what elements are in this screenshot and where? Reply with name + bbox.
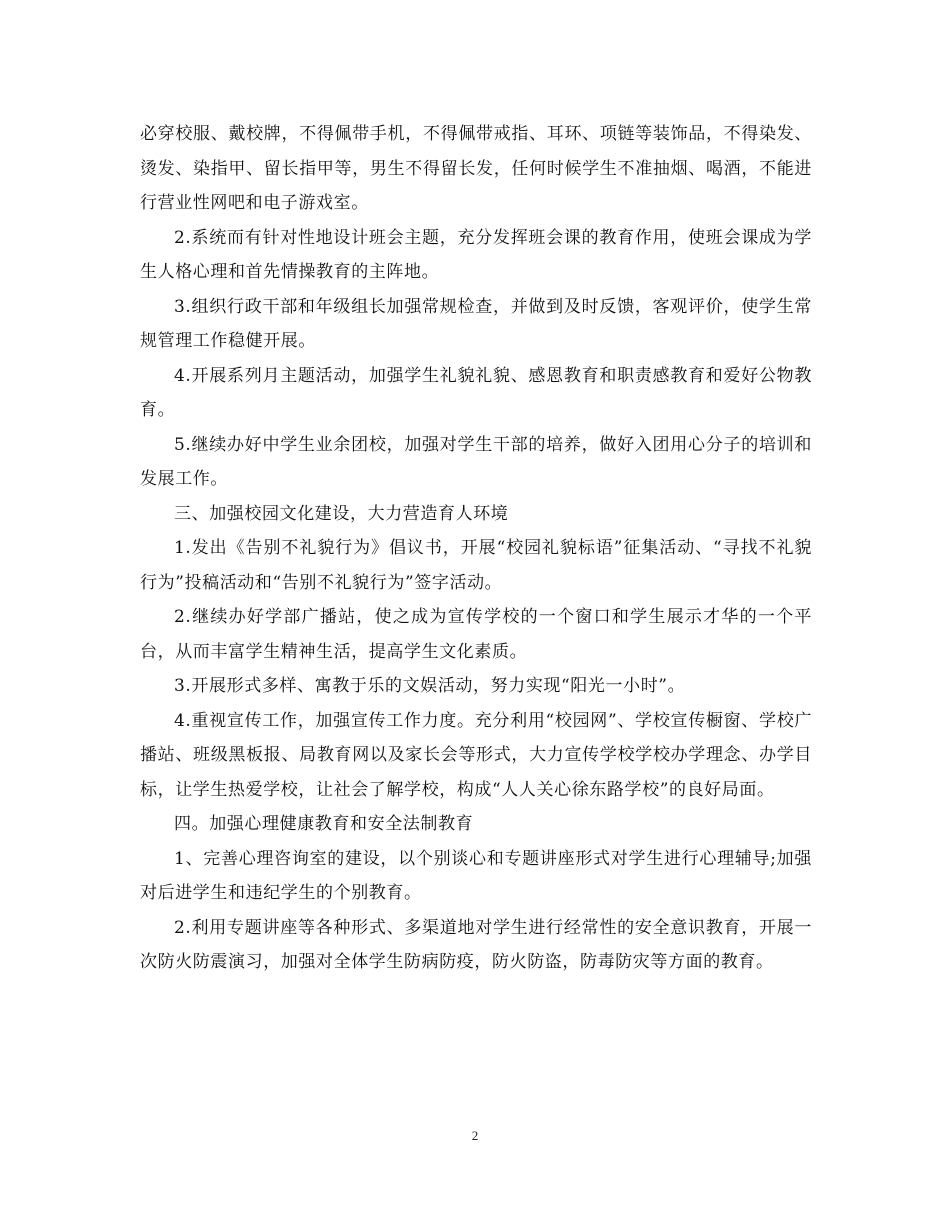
- paragraph: 3.开展形式多样、寓教于乐的文娱活动，努力实现“阳光一小时”。: [174, 676, 686, 696]
- section-heading: 三、加强校园文化建设，大力营造育人环境: [174, 503, 509, 524]
- document-body: [140, 117, 812, 980]
- section-heading: 四。加强心理健康教育和安全法制教育: [174, 814, 474, 834]
- paragraph: 4.开展系列月主题活动，加强学生礼貌礼貌、感恩教育和职责感教育和爱好公物教育。: [140, 365, 812, 420]
- paragraph: 2.利用专题讲座等各种形式、多渠道地对学生进行经常性的安全意识教育，开展一次防火防震演习，加强对全体学生防病防疫，防火防盗，防毒防灾等方面的教育。: [140, 917, 812, 972]
- paragraph: 4.重视宣传工作，加强宣传工作力度。充分利用“校园网”、学校宣传橱窗、学校广播站、班级黑板报、局教育网以及家长会等形式，大力宣传学校学校办学理念、办学目标，让学生热爱学校，让社会了解学校，构成“人人关心徐东路学校”的良好局面。: [140, 710, 812, 800]
- page-number: 2: [471, 1128, 479, 1143]
- paragraph: 1.发出《告别不礼貌行为》倡议书，开展“校园礼貌标语”征集活动、“寻找不礼貌行为”投稿活动和“告别不礼貌行为”签字活动。: [140, 538, 812, 593]
- paragraph: 2.系统而有针对性地设计班会主题，充分发挥班会课的教育作用，使班会课成为学生人格心理和首先情操教育的主阵地。: [140, 227, 812, 282]
- paragraph: 必穿校服、戴校牌，不得佩带手机，不得佩带戒指、耳环、项链等装饰品，不得染发、烫发、染指甲、留长指甲等，男生不得留长发，任何时候学生不准抽烟、喝酒，不能进行营业性网吧和电子游戏室。: [140, 124, 812, 213]
- paragraph: 2.继续办好学部广播站，使之成为宣传学校的一个窗口和学生展示才华的一个平台，从而丰富学生精神生活，提高学生文化素质。: [140, 607, 812, 662]
- paragraph: 1、完善心理咨询室的建设，以个别谈心和专题讲座形式对学生进行心理辅导;加强对后进学生和违纪学生的个别教育。: [140, 848, 812, 903]
- paragraph: 5.继续办好中学生业余团校，加强对学生干部的培养，做好入团用心分子的培训和发展工作。: [140, 434, 812, 489]
- paragraph: 3.组织行政干部和年级组长加强常规检查，并做到及时反馈，客观评价，使学生常规管理工作稳健开展。: [140, 296, 812, 351]
